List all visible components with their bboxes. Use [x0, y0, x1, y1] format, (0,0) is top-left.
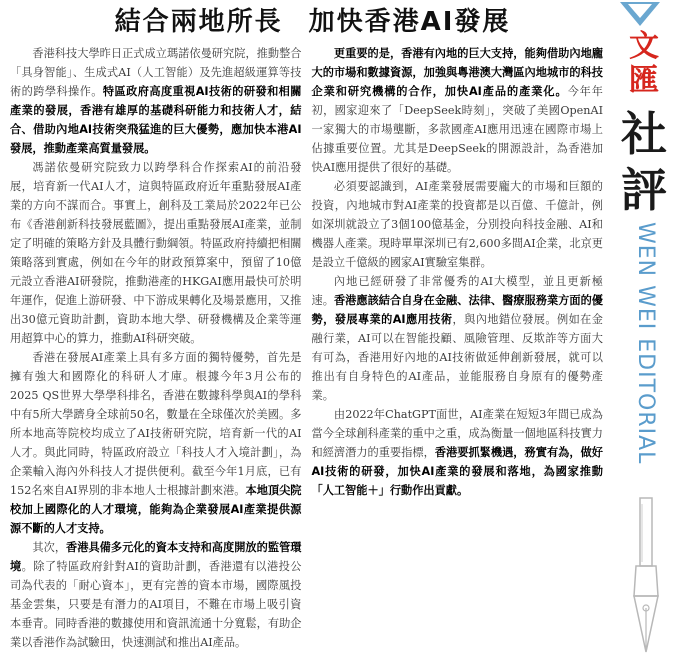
paragraph-5-text: 今年年初，國家迎來了「DeepSeek時刻」，突破了美國OpenAI一家獨大的市場壟斷，多款國產AI應用迅速在國際市場上佔據重要位置。尤其是DeepSeek的開源設計，為香港加快AI應用提供了很好的基礎。 — [311, 85, 603, 174]
section-char-2: 評 — [621, 163, 667, 217]
paragraph-4-highlight: 香港具備多元化的資本支持和高度開放的監管環境 — [10, 541, 302, 573]
paragraph-7-text-a: 內地已經研發了非常優秀的AI大模型，並且更新極速。 — [311, 275, 603, 307]
paragraph-4-text-b: 。除了特區政府針對AI的資助計劃，香港還有以港投公司為代表的「耐心資本」，更有完善的資本市場，國際風投基金雲集，只要是有潛力的AI項目，不難在市場上吸引資本垂青。同時香港的數據使用和資訊流通十分寬鬆，有助企業以香港作為試驗田，快速測試和推出AI產品。 — [10, 560, 302, 649]
paragraph-7-text-b: ，與內地錯位發展。例如在金融行業，AI可以在智能投顧、風險管理、反欺詐等方面大有可為，香港用好內地的AI技術做延伸創新發展，就可以推出有自身特色的AI產品，並能服務自身原有的優勢產業。 — [311, 313, 603, 402]
paragraph-1 — [10, 44, 302, 158]
section-char-1: 社 — [621, 107, 667, 161]
paragraph-4 — [10, 538, 302, 652]
brand-logo — [624, 30, 664, 98]
paragraph-3 — [10, 348, 302, 538]
paragraph-8 — [312, 405, 604, 500]
editorial-sidebar — [610, 0, 675, 660]
paragraph-8-text: 由2022年ChatGPT面世，AI產業在短短3年間已成為當今全球創科產業的重中之重，成為衡量一個地區科技實力和經濟潛力的重要指標， — [311, 408, 603, 459]
paragraph-5-highlight: 更重要的是，香港有內地的巨大支持，能夠借助內地龐大的市場和數據資源，加強與粵港澳大灣區內地城市的科技企業和研究機構的合作，加快AI產品的產業化。 — [311, 47, 603, 98]
brand-char-1: 文 — [629, 29, 659, 64]
english-label-band — [628, 222, 662, 492]
paragraph-6: 必須要認識到，AI產業發展需要龐大的市場和巨額的投資，內地城市對AI產業的投資都是以百億、千億計，例如深圳就設立了3個100億基金，分別投向科技金融、AI和機器人產業。現時單單深圳已有2,600多間AI企業，北京更是設立千億級的國家AI實驗室集群。 — [311, 180, 603, 269]
down-arrow-icon — [620, 2, 660, 26]
paragraph-7-highlight: 香港應該結合自身在金融、法律、醫療服務業方面的優勢，發展專業的AI應用技術 — [311, 294, 603, 326]
paragraph-7 — [312, 272, 604, 405]
paragraph-5 — [312, 44, 604, 177]
fountain-pen-icon — [622, 496, 670, 656]
paragraph-2: 馮諾依曼研究院致力以跨學科合作探索AI的前沿發展，培育新一代AI人才，這與特區政府近年重點發展AI產業的方向不謀而合。事實上，創科及工業局於2022年已公布《香港創新科技發展藍圖》，提出重點發展AI產業，並制定了明確的策略方針及具體行動綱領。特區政府持續把相關策略落到實處，例如在今年的財政預算案中，預留了10億元設立香港AI研發院，推動港產的HKGAI應用最快可於明年運作，促進上游研發、中下游成果轉化及場景應用，又推出30億元資助計劃，資助本地大學、研發機構及企業等運用超算中心的算力，推動AI科研突破。 — [10, 161, 302, 345]
section-title — [615, 106, 673, 218]
editorial-headline — [10, 2, 615, 42]
paragraph-3-highlight: 本地頂尖院校加上國際化的人才環境，能夠為企業發展AI產業提供源源不斷的人才支持。 — [10, 484, 302, 535]
article-body — [10, 44, 603, 656]
paragraph-1-text: 香港科技大學昨日正式成立瑪諾依曼研究院，推動整合「具身智能」、生成式AI（人工智能）及先進超級運算等技術的跨學科操作。 — [10, 47, 302, 98]
paragraph-3-text: 香港在發展AI產業上具有多方面的獨特優勢，首先是擁有強大和國際化的科研人才庫。根據今年3月公布的2025 QS世界大學學科排名，香港在數據科學與AI的學科中有5所大學躋身全球前50名，數量在全球僅次於美國。多所本地高等院校均成立了AI技術研究院，培育新一代的AI人才。與此同時，特區政府設立「科技人才入境計劃」，為企業輸入海內外科技人才提供便利。截至今年1月底，已有152名來自AI界別的非本地人士根據計劃來港。 — [10, 351, 302, 497]
headline-part-2: 加快香港AI發展 — [308, 7, 511, 37]
paragraph-4-text-a: 其次， — [32, 541, 67, 554]
headline-part-1: 結合兩地所長 — [114, 7, 283, 37]
paragraph-1-highlight: 特區政府高度重視AI技術的研發和相關產業的發展，香港有雄厚的基礎科研能力和技術人才，結合、借助內地AI技術突飛猛進的巨大優勢，應加快本港AI發展，推動產業高質量發展。 — [10, 85, 302, 155]
paragraph-8-highlight: 香港要抓緊機遇，務實有為，做好AI技術的研發，加快AI產業的發展和落地，為國家推動「人工智能＋」行動作出貢獻。 — [311, 446, 603, 497]
english-label: WEN WEI EDITORIAL — [633, 222, 658, 465]
brand-char-2: 匯 — [629, 63, 659, 98]
